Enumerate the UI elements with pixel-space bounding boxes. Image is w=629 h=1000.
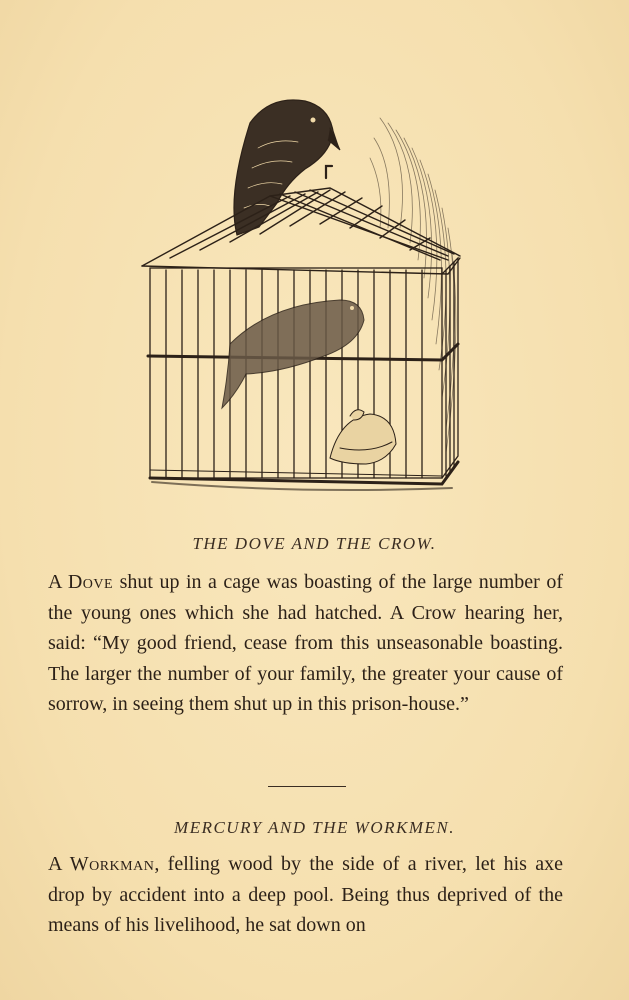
lead-word: Workman [69,853,155,875]
story-body: , felling wood by the side of a river, let his axe drop by accident into a deep pool. Being thus deprived of the means of his livelihood, he sat down on [48,853,564,936]
background-shading [370,118,456,453]
story-text-mercury-and-workmen [48,849,563,941]
story-text-dove-and-crow [48,567,563,720]
lead-word: Dove [67,571,114,593]
illustration-crow-on-birdcage [130,78,480,498]
nest-with-young [330,410,396,464]
lead-initial: A [48,571,62,593]
story-body: shut up in a cage was boasting of the large number of the young ones which she had hatched. A Crow hearing her, said: “My good friend, cease from this unseasonable boasting. The larger the number of your family, the greater your cause of sorrow, in seeing them shut up in this prison-house.” [48,571,563,715]
story-title-dove-and-crow: THE DOVE AND THE CROW. [192,534,437,553]
dove [222,300,364,408]
section-divider [268,786,346,787]
story-title-mercury-and-workmen: MERCURY AND THE WORKMEN. [174,818,455,837]
cage-body [148,258,458,484]
lead-initial: A [48,853,62,875]
